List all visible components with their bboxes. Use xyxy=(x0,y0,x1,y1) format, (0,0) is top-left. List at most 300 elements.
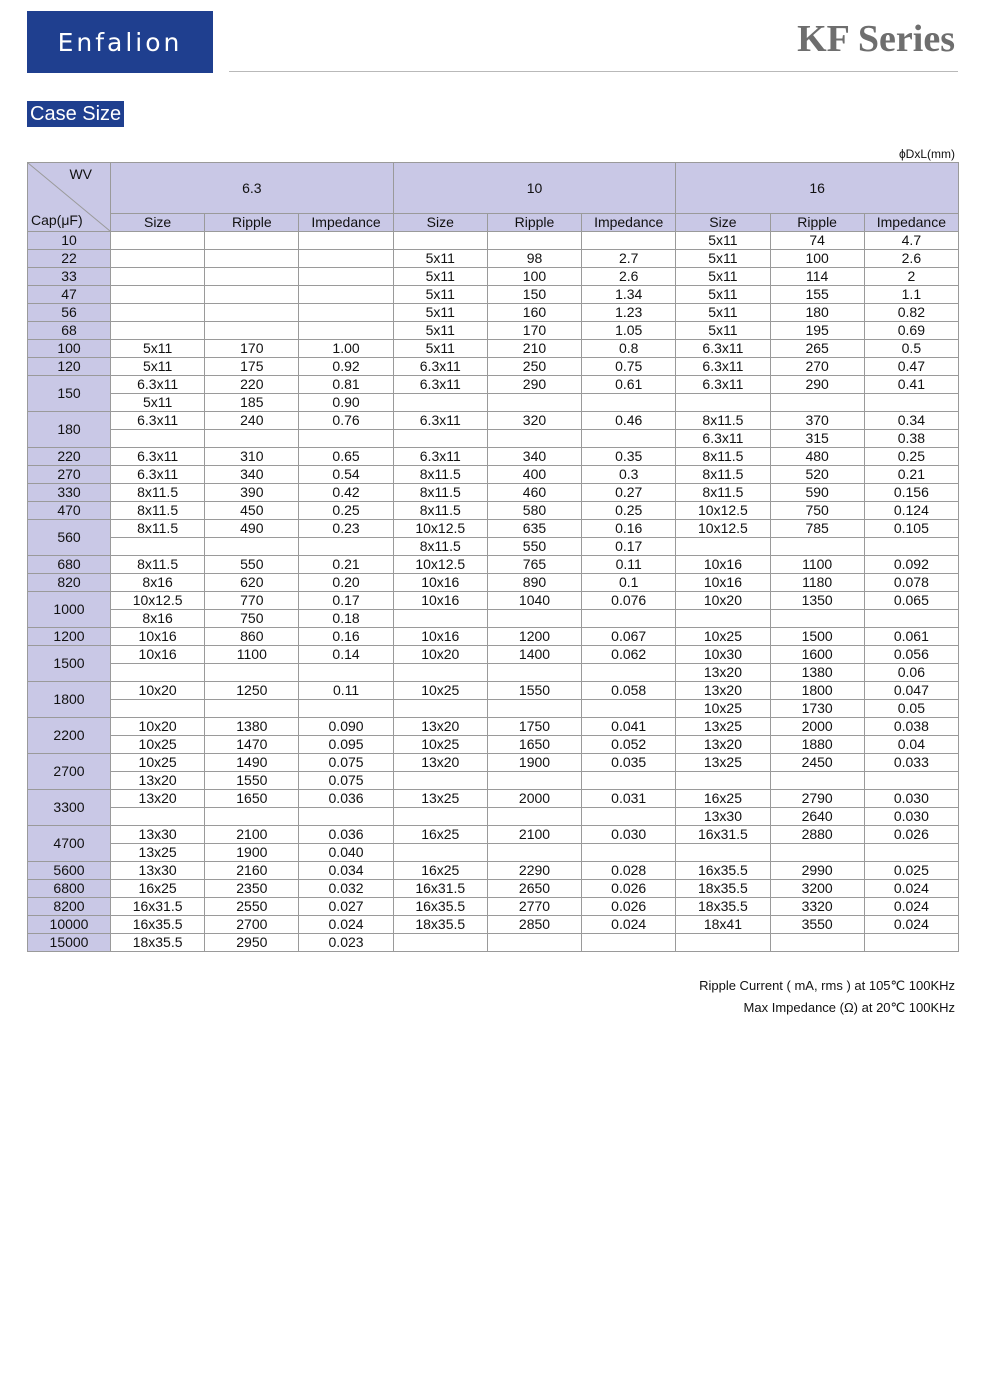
size-6-3-cell xyxy=(111,322,205,340)
size-10-cell xyxy=(393,844,487,862)
capacitance-cell: 220 xyxy=(28,448,111,466)
size-10-cell: 13x20 xyxy=(393,718,487,736)
ripple-6-3-cell: 1100 xyxy=(205,646,299,664)
impedance-10-cell xyxy=(582,700,676,718)
size-10-cell: 10x16 xyxy=(393,592,487,610)
ripple-16-cell: 3200 xyxy=(770,880,864,898)
ripple-10-cell: 320 xyxy=(487,412,581,430)
capacitance-cell: 330 xyxy=(28,484,111,502)
impedance-10-cell: 0.8 xyxy=(582,340,676,358)
ripple-10-cell: 1750 xyxy=(487,718,581,736)
size-6-3-cell: 13x30 xyxy=(111,862,205,880)
ripple-16-cell: 290 xyxy=(770,376,864,394)
capacitance-cell: 470 xyxy=(28,502,111,520)
size-16-cell: 10x16 xyxy=(676,556,770,574)
section-label: Case Size xyxy=(27,101,124,127)
size-6-3-cell: 5x11 xyxy=(111,394,205,412)
capacitance-cell: 180 xyxy=(28,412,111,448)
ripple-16-cell: 2990 xyxy=(770,862,864,880)
ripple-6-3-cell: 1900 xyxy=(205,844,299,862)
capacitance-label: Cap(μF) xyxy=(31,212,83,228)
size-10-cell: 10x20 xyxy=(393,646,487,664)
impedance-10-cell: 0.61 xyxy=(582,376,676,394)
ripple-6-3-cell: 175 xyxy=(205,358,299,376)
table-row xyxy=(28,844,959,862)
capacitance-cell: 2200 xyxy=(28,718,111,754)
ripple-16-cell: 74 xyxy=(770,232,864,250)
size-6-3-cell: 8x11.5 xyxy=(111,556,205,574)
impedance-10-cell: 0.17 xyxy=(582,538,676,556)
size-16-cell: 5x11 xyxy=(676,286,770,304)
impedance-6-3-cell: 0.81 xyxy=(299,376,393,394)
ripple-6-3-cell: 340 xyxy=(205,466,299,484)
series-title: KF Series xyxy=(797,18,955,60)
ripple-6-3-cell: 550 xyxy=(205,556,299,574)
size-16-cell: 10x12.5 xyxy=(676,520,770,538)
size-10-cell: 8x11.5 xyxy=(393,502,487,520)
impedance-16-cell: 0.105 xyxy=(864,520,958,538)
impedance-16-cell: 0.033 xyxy=(864,754,958,772)
size-16-cell: 16x35.5 xyxy=(676,862,770,880)
size-10-cell: 8x11.5 xyxy=(393,538,487,556)
size-16-cell: 13x20 xyxy=(676,682,770,700)
impedance-16-cell xyxy=(864,538,958,556)
impedance-16-cell: 0.056 xyxy=(864,646,958,664)
ripple-6-3-cell xyxy=(205,304,299,322)
impedance-6-3-cell xyxy=(299,250,393,268)
subheader-impedance: Impedance xyxy=(864,214,958,232)
impedance-6-3-cell: 0.036 xyxy=(299,826,393,844)
impedance-10-cell: 0.35 xyxy=(582,448,676,466)
impedance-10-cell: 0.11 xyxy=(582,556,676,574)
size-6-3-cell xyxy=(111,664,205,682)
impedance-6-3-cell xyxy=(299,268,393,286)
size-16-cell: 10x30 xyxy=(676,646,770,664)
size-10-cell: 16x25 xyxy=(393,862,487,880)
size-16-cell xyxy=(676,394,770,412)
ripple-16-cell: 1380 xyxy=(770,664,864,682)
capacitance-cell: 150 xyxy=(28,376,111,412)
ripple-16-cell: 785 xyxy=(770,520,864,538)
size-16-cell: 5x11 xyxy=(676,232,770,250)
ripple-10-cell: 170 xyxy=(487,322,581,340)
table-row xyxy=(28,448,959,466)
ripple-10-cell: 635 xyxy=(487,520,581,538)
capacitance-cell: 2700 xyxy=(28,754,111,790)
ripple-6-3-cell xyxy=(205,808,299,826)
table-row xyxy=(28,340,959,358)
table-row xyxy=(28,268,959,286)
impedance-10-cell: 0.024 xyxy=(582,916,676,934)
table-row xyxy=(28,916,959,934)
size-16-cell: 16x25 xyxy=(676,790,770,808)
impedance-6-3-cell: 0.21 xyxy=(299,556,393,574)
size-16-cell: 5x11 xyxy=(676,322,770,340)
table-row xyxy=(28,934,959,952)
impedance-6-3-cell xyxy=(299,286,393,304)
ripple-16-cell: 1800 xyxy=(770,682,864,700)
ripple-6-3-cell: 1470 xyxy=(205,736,299,754)
impedance-6-3-cell: 0.23 xyxy=(299,520,393,538)
size-6-3-cell xyxy=(111,808,205,826)
ripple-10-cell: 250 xyxy=(487,358,581,376)
corner-header-cell xyxy=(28,163,111,232)
ripple-10-cell xyxy=(487,844,581,862)
ripple-16-cell: 315 xyxy=(770,430,864,448)
size-10-cell: 16x25 xyxy=(393,826,487,844)
impedance-6-3-cell: 0.42 xyxy=(299,484,393,502)
ripple-16-cell: 1600 xyxy=(770,646,864,664)
ripple-16-cell: 114 xyxy=(770,268,864,286)
impedance-16-cell: 0.47 xyxy=(864,358,958,376)
size-16-cell xyxy=(676,610,770,628)
company-logo xyxy=(27,11,213,73)
subheader-ripple: Ripple xyxy=(205,214,299,232)
ripple-10-cell: 1650 xyxy=(487,736,581,754)
size-6-3-cell: 13x20 xyxy=(111,790,205,808)
impedance-10-cell xyxy=(582,772,676,790)
ripple-6-3-cell: 185 xyxy=(205,394,299,412)
table-row xyxy=(28,286,959,304)
ripple-16-cell: 1730 xyxy=(770,700,864,718)
impedance-6-3-cell: 0.034 xyxy=(299,862,393,880)
ripple-10-cell xyxy=(487,700,581,718)
impedance-10-cell: 1.23 xyxy=(582,304,676,322)
impedance-16-cell: 0.21 xyxy=(864,466,958,484)
ripple-16-cell: 195 xyxy=(770,322,864,340)
impedance-10-cell: 0.028 xyxy=(582,862,676,880)
ripple-note: Ripple Current ( mA, rms ) at 105℃ 100KHz xyxy=(699,978,955,993)
size-16-cell: 10x25 xyxy=(676,700,770,718)
size-16-cell: 5x11 xyxy=(676,304,770,322)
ripple-16-cell: 370 xyxy=(770,412,864,430)
voltage-header-10: 10 xyxy=(393,163,676,214)
table-row xyxy=(28,664,959,682)
size-10-cell xyxy=(393,772,487,790)
impedance-6-3-cell: 1.00 xyxy=(299,340,393,358)
size-16-cell: 18x41 xyxy=(676,916,770,934)
impedance-6-3-cell: 0.11 xyxy=(299,682,393,700)
table-row xyxy=(28,394,959,412)
capacitance-cell: 270 xyxy=(28,466,111,484)
ripple-6-3-cell: 2550 xyxy=(205,898,299,916)
impedance-6-3-cell xyxy=(299,700,393,718)
impedance-16-cell: 0.82 xyxy=(864,304,958,322)
ripple-6-3-cell: 860 xyxy=(205,628,299,646)
table-row xyxy=(28,790,959,808)
impedance-6-3-cell: 0.54 xyxy=(299,466,393,484)
size-10-cell: 6.3x11 xyxy=(393,448,487,466)
ripple-16-cell: 1100 xyxy=(770,556,864,574)
size-10-cell: 5x11 xyxy=(393,286,487,304)
size-10-cell: 8x11.5 xyxy=(393,484,487,502)
impedance-16-cell xyxy=(864,772,958,790)
table-row xyxy=(28,808,959,826)
table-row xyxy=(28,412,959,430)
capacitance-cell: 680 xyxy=(28,556,111,574)
ripple-16-cell: 2880 xyxy=(770,826,864,844)
impedance-6-3-cell xyxy=(299,304,393,322)
ripple-16-cell: 750 xyxy=(770,502,864,520)
impedance-10-cell: 0.46 xyxy=(582,412,676,430)
ripple-10-cell xyxy=(487,610,581,628)
ripple-6-3-cell: 310 xyxy=(205,448,299,466)
size-10-cell: 5x11 xyxy=(393,268,487,286)
table-row xyxy=(28,502,959,520)
capacitance-cell: 560 xyxy=(28,520,111,556)
ripple-10-cell: 2850 xyxy=(487,916,581,934)
capacitance-cell: 22 xyxy=(28,250,111,268)
size-6-3-cell: 13x20 xyxy=(111,772,205,790)
impedance-16-cell: 1.1 xyxy=(864,286,958,304)
size-10-cell: 6.3x11 xyxy=(393,412,487,430)
table-row xyxy=(28,880,959,898)
impedance-10-cell: 0.035 xyxy=(582,754,676,772)
ripple-10-cell xyxy=(487,808,581,826)
impedance-10-cell: 0.031 xyxy=(582,790,676,808)
size-16-cell: 5x11 xyxy=(676,250,770,268)
size-10-cell: 5x11 xyxy=(393,340,487,358)
impedance-16-cell: 0.030 xyxy=(864,790,958,808)
size-6-3-cell xyxy=(111,268,205,286)
subheader-size: Size xyxy=(111,214,205,232)
table-row xyxy=(28,430,959,448)
size-6-3-cell: 10x20 xyxy=(111,718,205,736)
size-10-cell xyxy=(393,430,487,448)
table-row xyxy=(28,304,959,322)
size-6-3-cell: 13x30 xyxy=(111,826,205,844)
size-10-cell xyxy=(393,934,487,952)
dimension-unit-note: ϕDxL(mm) xyxy=(898,147,955,161)
subheader-ripple: Ripple xyxy=(487,214,581,232)
ripple-10-cell: 2770 xyxy=(487,898,581,916)
ripple-16-cell: 1500 xyxy=(770,628,864,646)
impedance-10-cell xyxy=(582,808,676,826)
impedance-16-cell: 0.04 xyxy=(864,736,958,754)
size-10-cell: 10x25 xyxy=(393,682,487,700)
impedance-10-cell: 0.062 xyxy=(582,646,676,664)
impedance-10-cell: 2.6 xyxy=(582,268,676,286)
impedance-16-cell xyxy=(864,394,958,412)
size-16-cell: 13x25 xyxy=(676,718,770,736)
size-6-3-cell xyxy=(111,430,205,448)
size-6-3-cell: 13x25 xyxy=(111,844,205,862)
size-16-cell: 8x11.5 xyxy=(676,412,770,430)
ripple-16-cell xyxy=(770,394,864,412)
impedance-6-3-cell xyxy=(299,430,393,448)
size-6-3-cell xyxy=(111,304,205,322)
impedance-6-3-cell: 0.92 xyxy=(299,358,393,376)
ripple-16-cell: 265 xyxy=(770,340,864,358)
impedance-10-cell: 0.1 xyxy=(582,574,676,592)
ripple-16-cell: 2640 xyxy=(770,808,864,826)
ripple-10-cell: 2650 xyxy=(487,880,581,898)
impedance-6-3-cell xyxy=(299,808,393,826)
table-row xyxy=(28,862,959,880)
size-16-cell: 6.3x11 xyxy=(676,340,770,358)
case-size-table xyxy=(27,162,959,952)
table-body xyxy=(28,232,959,952)
impedance-6-3-cell: 0.76 xyxy=(299,412,393,430)
size-6-3-cell: 10x12.5 xyxy=(111,592,205,610)
size-16-cell: 16x31.5 xyxy=(676,826,770,844)
ripple-6-3-cell: 2950 xyxy=(205,934,299,952)
size-6-3-cell: 10x25 xyxy=(111,736,205,754)
ripple-6-3-cell: 2350 xyxy=(205,880,299,898)
ripple-10-cell: 400 xyxy=(487,466,581,484)
ripple-10-cell: 765 xyxy=(487,556,581,574)
capacitance-cell: 15000 xyxy=(28,934,111,952)
ripple-16-cell: 590 xyxy=(770,484,864,502)
size-6-3-cell xyxy=(111,700,205,718)
ripple-6-3-cell: 240 xyxy=(205,412,299,430)
capacitance-cell: 68 xyxy=(28,322,111,340)
size-16-cell: 8x11.5 xyxy=(676,448,770,466)
impedance-10-cell: 0.058 xyxy=(582,682,676,700)
capacitance-cell: 100 xyxy=(28,340,111,358)
ripple-6-3-cell xyxy=(205,250,299,268)
size-10-cell: 13x20 xyxy=(393,754,487,772)
header-divider xyxy=(229,71,958,72)
impedance-10-cell: 1.05 xyxy=(582,322,676,340)
wv-label: WV xyxy=(69,166,92,182)
impedance-10-cell: 0.052 xyxy=(582,736,676,754)
impedance-6-3-cell: 0.075 xyxy=(299,754,393,772)
ripple-6-3-cell: 1550 xyxy=(205,772,299,790)
impedance-6-3-cell: 0.16 xyxy=(299,628,393,646)
ripple-6-3-cell xyxy=(205,664,299,682)
size-10-cell xyxy=(393,232,487,250)
impedance-6-3-cell: 0.040 xyxy=(299,844,393,862)
impedance-10-cell xyxy=(582,430,676,448)
impedance-10-cell xyxy=(582,934,676,952)
impedance-16-cell: 0.5 xyxy=(864,340,958,358)
ripple-10-cell: 340 xyxy=(487,448,581,466)
table-header xyxy=(28,163,959,232)
size-16-cell: 13x30 xyxy=(676,808,770,826)
impedance-16-cell xyxy=(864,934,958,952)
ripple-6-3-cell xyxy=(205,322,299,340)
impedance-16-cell: 0.065 xyxy=(864,592,958,610)
size-16-cell: 5x11 xyxy=(676,268,770,286)
ripple-6-3-cell: 2160 xyxy=(205,862,299,880)
impedance-16-cell: 0.05 xyxy=(864,700,958,718)
capacitance-cell: 6800 xyxy=(28,880,111,898)
impedance-16-cell: 0.024 xyxy=(864,898,958,916)
ripple-16-cell xyxy=(770,772,864,790)
impedance-6-3-cell: 0.027 xyxy=(299,898,393,916)
size-6-3-cell: 10x20 xyxy=(111,682,205,700)
ripple-6-3-cell: 620 xyxy=(205,574,299,592)
logo-text: Enfalion xyxy=(57,27,183,57)
impedance-16-cell: 0.156 xyxy=(864,484,958,502)
size-16-cell: 6.3x11 xyxy=(676,358,770,376)
table-row xyxy=(28,556,959,574)
ripple-10-cell xyxy=(487,934,581,952)
table-row xyxy=(28,376,959,394)
size-16-cell: 8x11.5 xyxy=(676,466,770,484)
impedance-10-cell: 0.026 xyxy=(582,898,676,916)
table-row xyxy=(28,538,959,556)
size-6-3-cell: 10x25 xyxy=(111,754,205,772)
ripple-6-3-cell: 490 xyxy=(205,520,299,538)
impedance-10-cell xyxy=(582,844,676,862)
ripple-10-cell: 1550 xyxy=(487,682,581,700)
impedance-16-cell: 0.038 xyxy=(864,718,958,736)
impedance-note: Max Impedance (Ω) at 20℃ 100KHz xyxy=(743,1000,955,1015)
size-16-cell: 18x35.5 xyxy=(676,880,770,898)
impedance-10-cell: 0.041 xyxy=(582,718,676,736)
size-10-cell: 18x35.5 xyxy=(393,916,487,934)
size-10-cell: 10x12.5 xyxy=(393,556,487,574)
size-6-3-cell xyxy=(111,538,205,556)
size-16-cell: 13x25 xyxy=(676,754,770,772)
ripple-16-cell: 270 xyxy=(770,358,864,376)
size-16-cell xyxy=(676,772,770,790)
impedance-16-cell: 0.024 xyxy=(864,916,958,934)
impedance-6-3-cell: 0.090 xyxy=(299,718,393,736)
ripple-10-cell xyxy=(487,430,581,448)
ripple-10-cell: 1400 xyxy=(487,646,581,664)
ripple-10-cell: 2290 xyxy=(487,862,581,880)
ripple-6-3-cell: 1380 xyxy=(205,718,299,736)
size-16-cell: 10x25 xyxy=(676,628,770,646)
ripple-6-3-cell: 1490 xyxy=(205,754,299,772)
size-6-3-cell: 16x31.5 xyxy=(111,898,205,916)
subheader-size: Size xyxy=(676,214,770,232)
impedance-6-3-cell: 0.023 xyxy=(299,934,393,952)
ripple-10-cell: 550 xyxy=(487,538,581,556)
size-16-cell: 6.3x11 xyxy=(676,430,770,448)
impedance-6-3-cell: 0.90 xyxy=(299,394,393,412)
size-10-cell: 5x11 xyxy=(393,322,487,340)
ripple-16-cell xyxy=(770,610,864,628)
capacitance-cell: 1500 xyxy=(28,646,111,682)
impedance-10-cell: 0.3 xyxy=(582,466,676,484)
size-10-cell: 10x16 xyxy=(393,628,487,646)
size-6-3-cell: 6.3x11 xyxy=(111,412,205,430)
size-6-3-cell xyxy=(111,286,205,304)
ripple-16-cell: 3550 xyxy=(770,916,864,934)
size-10-cell: 10x25 xyxy=(393,736,487,754)
capacitance-cell: 5600 xyxy=(28,862,111,880)
impedance-16-cell: 0.092 xyxy=(864,556,958,574)
ripple-16-cell: 1880 xyxy=(770,736,864,754)
size-6-3-cell xyxy=(111,232,205,250)
impedance-16-cell: 2 xyxy=(864,268,958,286)
test-conditions-notes xyxy=(699,975,955,1019)
size-6-3-cell: 16x25 xyxy=(111,880,205,898)
ripple-10-cell: 150 xyxy=(487,286,581,304)
impedance-16-cell: 0.69 xyxy=(864,322,958,340)
ripple-6-3-cell: 2100 xyxy=(205,826,299,844)
ripple-6-3-cell: 770 xyxy=(205,592,299,610)
size-6-3-cell: 8x11.5 xyxy=(111,502,205,520)
ripple-10-cell xyxy=(487,664,581,682)
capacitance-cell: 820 xyxy=(28,574,111,592)
table-row xyxy=(28,574,959,592)
impedance-16-cell: 0.124 xyxy=(864,502,958,520)
ripple-6-3-cell: 220 xyxy=(205,376,299,394)
impedance-10-cell xyxy=(582,232,676,250)
impedance-16-cell: 0.34 xyxy=(864,412,958,430)
ripple-10-cell xyxy=(487,394,581,412)
size-16-cell: 13x20 xyxy=(676,736,770,754)
impedance-6-3-cell: 0.20 xyxy=(299,574,393,592)
impedance-10-cell: 0.030 xyxy=(582,826,676,844)
impedance-10-cell: 0.25 xyxy=(582,502,676,520)
ripple-10-cell: 2000 xyxy=(487,790,581,808)
